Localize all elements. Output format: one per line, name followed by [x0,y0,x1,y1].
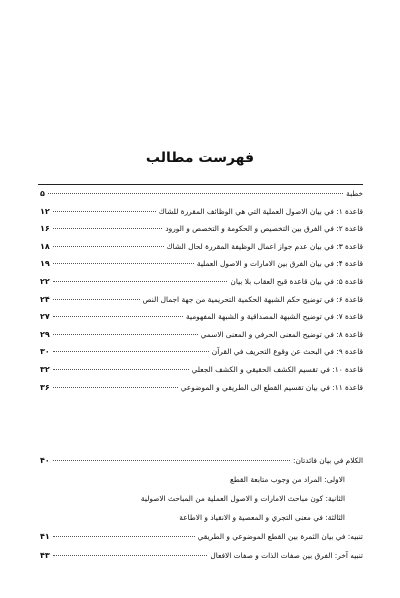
leader-dots [53,369,189,370]
toc-entry-page: ۲۴ [40,294,50,304]
toc-entry-title: الكلام في بيان فائدتان: [292,456,363,465]
toc-entry-title: قاعدة ۷: في توضيح الشبهة المصداقية و الشبهة المفهومية [186,312,363,322]
leader-dots [53,387,178,388]
leader-dots [48,193,343,194]
toc-entry-page: ۱۲ [40,206,50,216]
toc-entry [40,455,363,474]
toc-entry [40,276,363,294]
toc-entry [40,493,363,512]
leader-dots [53,246,164,247]
toc-entry-page: ۳۲ [40,364,50,374]
toc-entry [40,241,363,259]
toc-entry-title: تنبيه آخر: الفرق بين صفات الذات و صفات الافعال [210,551,363,560]
leader-dots [53,460,290,461]
toc-entry-title: خطبة [346,189,363,198]
leader-dots [53,555,208,556]
toc-entry-title: الثالثة: في معنى التجري و المعصية و الانقياد و الاطاعة [179,513,345,522]
toc-entry-title: قاعدة ۵: في بيان قاعدة قبح العقاب بلا بيان [230,276,363,286]
leader-dots [53,263,194,264]
toc-entry [40,364,363,382]
toc-entry-title: قاعدة ۳: في بيان عدم جواز اعمال الوظيفة المقررة لحال الشاك [166,241,363,251]
toc-entry [40,258,363,276]
toc-extra-list [40,455,363,569]
toc-entry-title: قاعدة ۹: في البحث عن وقوع التحريف في القرآن [211,347,363,357]
toc-entry-page: ۱۸ [40,241,50,251]
toc-entry-title: قاعدة ۱۱: في بيان تقسيم القطع الى الطريقي و الموضوعي [180,382,363,392]
toc-entry [40,550,363,569]
toc-entry-page: ۱۶ [40,224,50,234]
toc-entry-page: ۵ [40,189,45,198]
toc-entry [40,531,363,550]
title-divider [38,184,363,185]
leader-dots [53,281,228,282]
leader-dots [53,228,163,229]
toc-entry-title: قاعدة ۴: في بيان الفرق بين الامارات و الاصول العملية [196,259,363,269]
page-title: فهرست مطالب [145,150,255,166]
toc-entry [40,346,363,364]
toc-entry-page: ۱۹ [40,259,50,269]
toc-entry-title: الاولى: المراد من وجوب متابعة القطع [229,475,345,484]
toc-entry-page: ۲۹ [40,329,50,339]
leader-dots [53,211,156,212]
toc-entry-title: قاعدة ۶: في توضيح حكم الشبهة الحكمية التحريمية من جهة اجمال النص [142,294,363,304]
toc-entry-page: ۴۱ [40,532,50,541]
toc-entry-page: ۲۲ [40,276,50,286]
toc-entry [40,512,363,531]
leader-dots [53,536,195,537]
leader-dots [53,299,140,300]
leader-dots [53,351,209,352]
toc-entry [40,223,363,241]
toc-entry-title: قاعدة ۲: في الفرق بين التخصيص و الحكومة و التخصص و الورود [165,224,363,234]
toc-entry-title: تنبيه: في بيان الثمرة بين القطع الموضوعي و الطريقي [197,532,363,541]
toc-entry-title: قاعدة ۸: في توضيح المعنى الحرفي و المعنى الاسمي [200,329,363,339]
toc-main-list [40,188,363,399]
toc-entry-page: ۴۳ [40,551,50,560]
toc-entry [40,311,363,329]
toc-entry [40,474,363,493]
toc-entry [40,188,363,206]
toc-entry-page: ۳۶ [40,382,50,392]
toc-entry-page: ۳۰ [40,347,50,357]
leader-dots [53,316,183,317]
toc-entry-page: ۴۰ [40,456,50,465]
toc-entry-title: قاعدة ۱۰: في تقسيم الكشف الحقيقي و الكشف الجعلي [191,364,363,374]
leader-dots [53,334,198,335]
toc-entry-title: الثانية: كون مباحث الامارات و الاصول العملية من المباحث الاصولية [140,494,345,503]
toc-entry [40,294,363,312]
toc-entry [40,206,363,224]
toc-entry [40,382,363,400]
toc-entry [40,329,363,347]
toc-entry-page: ۲۷ [40,312,50,322]
toc-entry-title: قاعدة ۱: في بيان الاصول العملية التي هي الوظائف المقررة للشاك [158,206,363,216]
